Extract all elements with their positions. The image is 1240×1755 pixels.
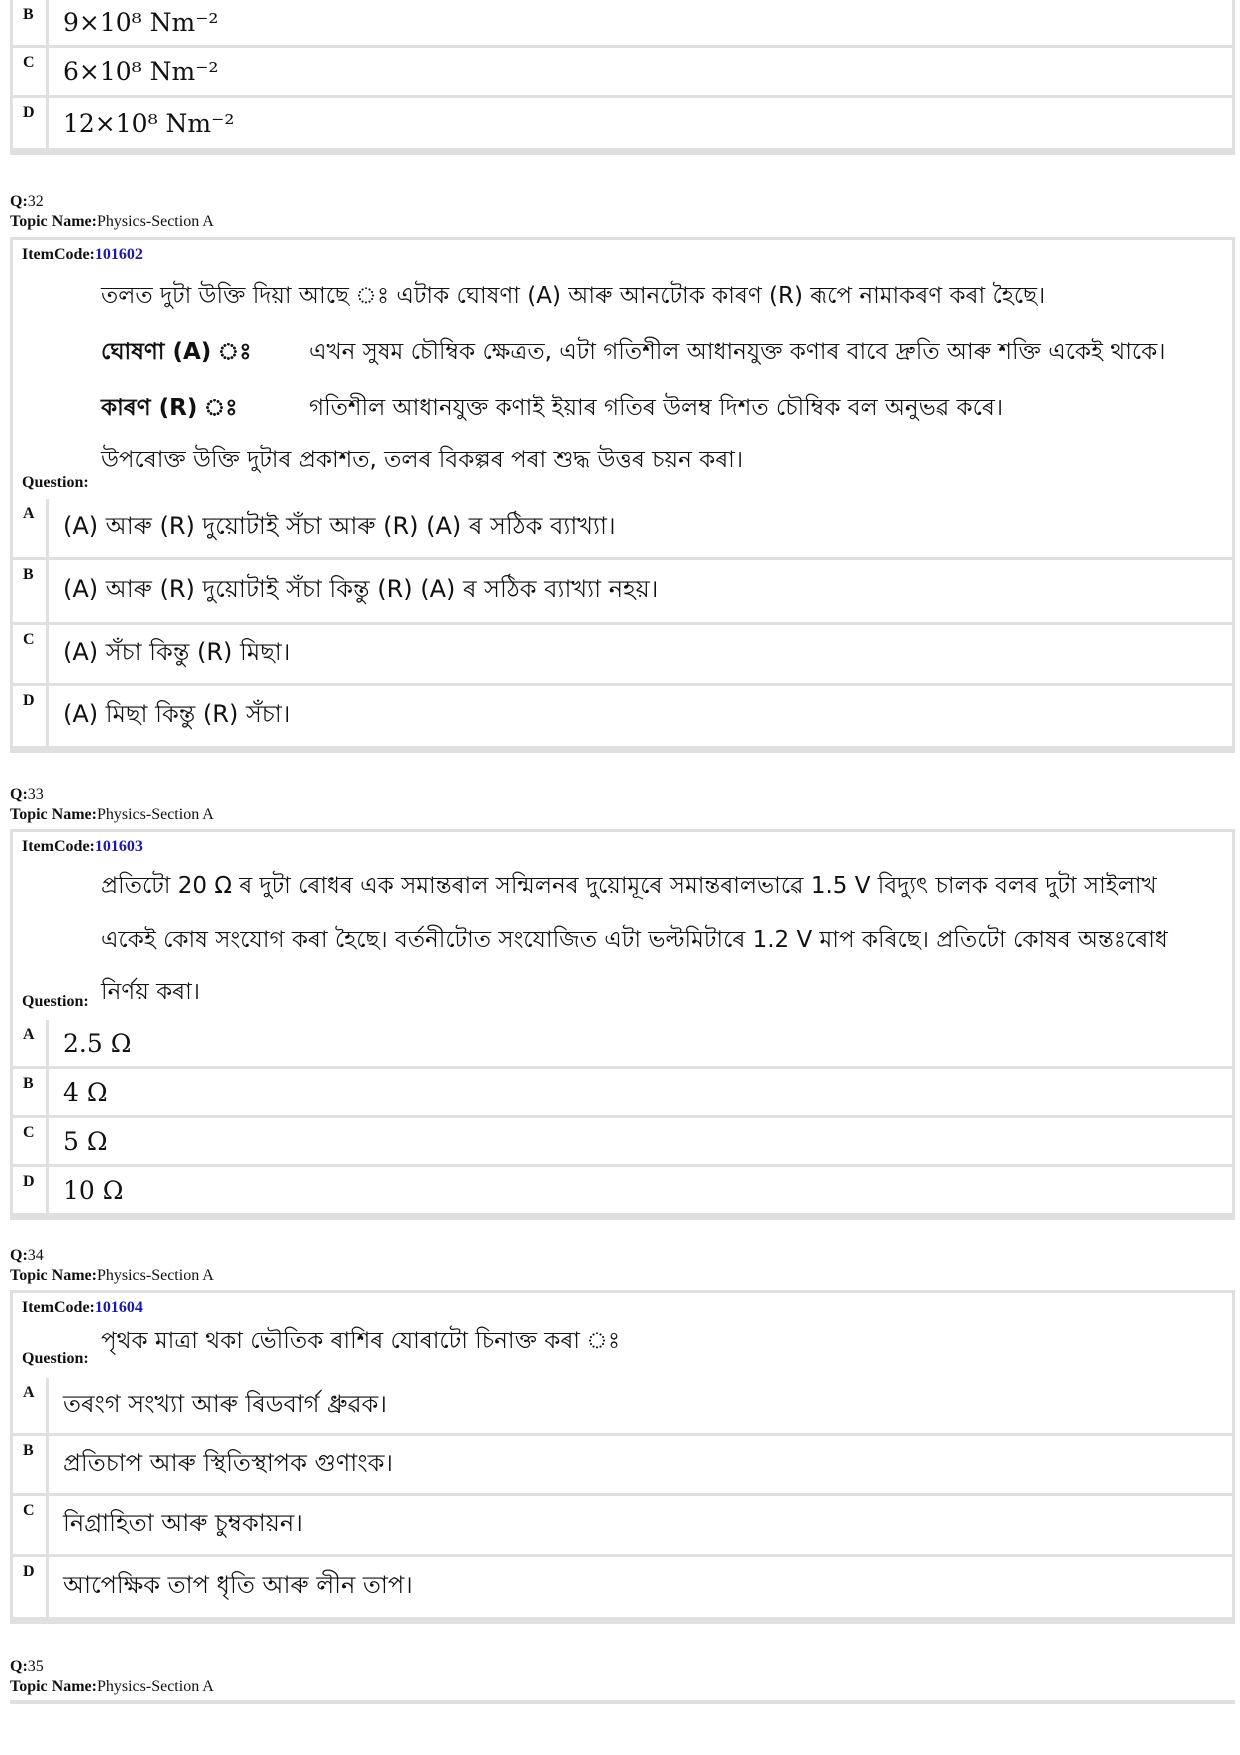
question-intro: তলত দুটা উক্তি দিয়া আছে ঃ এটাক ঘোষণা (A) আৰু আনটোক কাৰণ (R) ৰূপে নামাকৰণ কৰা হৈছে। <box>101 283 1046 309</box>
q-number: 34 <box>27 1247 44 1264</box>
option-key: B <box>13 1436 49 1493</box>
question-line-1: প্ৰতিটো 20 Ω ৰ দুটা ৰোধৰ এক সমান্তৰাল সন্মিলনৰ দুয়োমূৰে সমান্তৰালভাৱে 1.5 V বিদ্যুৎ চালক বলৰ দুটা সাইলাখ <box>101 873 1157 899</box>
option-row[interactable] <box>13 1436 1232 1493</box>
option-key: D <box>13 686 49 746</box>
option-text: 2.5 Ω <box>63 1028 132 1058</box>
reason-line <box>101 388 1003 428</box>
q-label: Q: <box>10 1658 28 1675</box>
option-text: 9×10⁸ Nm⁻² <box>63 8 219 37</box>
option-key: B <box>13 560 49 622</box>
option-row[interactable] <box>13 560 1232 622</box>
option-key: D <box>13 98 49 148</box>
option-text: 10 Ω <box>63 1175 124 1205</box>
option-text: (A) আৰু (R) দুয়োটাই সঁচা কিন্তু (R) (A) ৰ সঠিক ব্যাখ্যা নহয়। <box>63 575 659 603</box>
option-row[interactable] <box>13 1167 1232 1213</box>
option-text: (A) মিছা কিন্তু (R) সঁচা। <box>63 700 291 728</box>
question-label: Question: <box>22 474 89 491</box>
option-key: A <box>13 499 49 557</box>
question-line-2: একেই কোষ সংযোগ কৰা হৈছে। বৰ্তনীটোত সংযোজিত এটা ভল্টমিটাৰে 1.2 V মাপ কৰিছে। প্ৰতিটো কোষৰ অন্তঃৰোধ <box>101 927 1168 953</box>
option-key: B <box>13 1069 49 1115</box>
topic-name: Physics-Section A <box>96 1267 214 1284</box>
option-key: C <box>13 48 49 95</box>
question-header <box>10 192 214 232</box>
question-header <box>10 1246 214 1286</box>
question-body <box>10 829 1235 1020</box>
option-text: 5 Ω <box>63 1126 108 1156</box>
option-row[interactable] <box>13 625 1232 683</box>
topic-name: Physics-Section A <box>96 213 214 230</box>
option-text: তৰংগ সংখ্যা আৰু ৰিডবাৰ্গ ধ্ৰুৱক। <box>63 1389 387 1418</box>
q-number: 32 <box>27 193 44 210</box>
option-text: 6×10⁸ Nm⁻² <box>63 57 219 86</box>
item-code-value: 101603 <box>94 838 143 855</box>
option-row[interactable] <box>13 1118 1232 1164</box>
option-key: C <box>13 1118 49 1164</box>
option-text: নিগ্ৰাহিতা আৰু চুম্বকায়ন। <box>63 1509 303 1537</box>
item-code-value: 101604 <box>94 1299 143 1316</box>
q33-options <box>10 1020 1235 1220</box>
option-row[interactable] <box>13 0 1232 45</box>
option-text: 4 Ω <box>63 1077 108 1107</box>
option-key: C <box>13 625 49 683</box>
reason-text: গতিশীল আধানযুক্ত কণাই ইয়াৰ গতিৰ উলম্ব দিশত চৌম্বিক বল অনুভৱ কৰে। <box>309 395 1004 421</box>
question-header <box>10 785 214 825</box>
assertion-label: ঘোষণা (A) ঃ <box>101 339 252 365</box>
item-code-value: 101602 <box>94 246 143 263</box>
option-row[interactable] <box>13 48 1232 95</box>
q34-options <box>10 1378 1235 1624</box>
q32-options <box>10 499 1235 753</box>
question-body <box>10 1290 1235 1378</box>
option-text: প্ৰতিচাপ আৰু স্থিতিস্থাপক গুণাংক। <box>63 1448 393 1477</box>
option-row[interactable] <box>13 686 1232 746</box>
question-prompt: উপৰোক্ত উক্তি দুটাৰ প্ৰকাশত, তলৰ বিকল্পৰ পৰা শুদ্ধ উত্তৰ চয়ন কৰা। <box>101 447 744 473</box>
topic-label: Topic Name: <box>10 1267 97 1284</box>
question-label: Question: <box>22 1350 89 1367</box>
option-row[interactable] <box>13 98 1232 148</box>
question-header <box>10 1657 214 1697</box>
question-body <box>10 237 1235 499</box>
option-row[interactable] <box>13 1378 1232 1433</box>
assertion-line <box>101 332 1165 372</box>
option-row[interactable] <box>13 499 1232 557</box>
option-key: B <box>13 0 49 45</box>
option-key: D <box>13 1557 49 1617</box>
q-number: 33 <box>27 786 44 803</box>
topic-name: Physics-Section A <box>96 1678 214 1695</box>
reason-label: কাৰণ (R) ঃ <box>101 395 238 421</box>
item-code: ItemCode:101602 <box>22 246 143 263</box>
question-prompt: পৃথক মাত্ৰা থকা ভৌতিক ৰাশিৰ যোৰাটো চিনাক্ত কৰা ঃ <box>101 1328 621 1354</box>
question-line-3: নিৰ্ণয় কৰা। <box>101 979 201 1005</box>
topic-name: Physics-Section A <box>96 806 214 823</box>
q-label: Q: <box>10 193 28 210</box>
prev-question-options <box>10 0 1235 155</box>
option-text: (A) আৰু (R) দুয়োটাই সঁচা আৰু (R) (A) ৰ সঠিক ব্যাখ্যা। <box>63 512 616 540</box>
topic-label: Topic Name: <box>10 806 97 823</box>
option-key: A <box>13 1378 49 1433</box>
topic-label: Topic Name: <box>10 1678 97 1695</box>
option-text: 12×10⁸ Nm⁻² <box>63 108 235 138</box>
item-code: ItemCode:101604 <box>22 1299 143 1316</box>
option-row[interactable] <box>13 1496 1232 1554</box>
topic-label: Topic Name: <box>10 213 97 230</box>
option-text: (A) সঁচা কিন্তু (R) মিছা। <box>63 638 291 666</box>
option-row[interactable] <box>13 1020 1232 1066</box>
q-number: 35 <box>27 1658 44 1675</box>
option-key: C <box>13 1496 49 1554</box>
option-row[interactable] <box>13 1069 1232 1115</box>
option-key: D <box>13 1167 49 1213</box>
question-label: Question: <box>22 993 89 1010</box>
option-text: আপেক্ষিক তাপ ধৃতি আৰু লীন তাপ। <box>63 1571 413 1599</box>
q-label: Q: <box>10 1247 28 1264</box>
q-label: Q: <box>10 786 28 803</box>
assertion-text: এখন সুষম চৌম্বিক ক্ষেত্ৰত, এটা গতিশীল আধানযুক্ত কণাৰ বাবে দ্ৰুতি আৰু শক্তি একেই থাকে। <box>309 339 1166 365</box>
divider <box>10 1700 1235 1704</box>
option-key: A <box>13 1020 49 1066</box>
item-code: ItemCode:101603 <box>22 838 143 855</box>
option-row[interactable] <box>13 1557 1232 1617</box>
